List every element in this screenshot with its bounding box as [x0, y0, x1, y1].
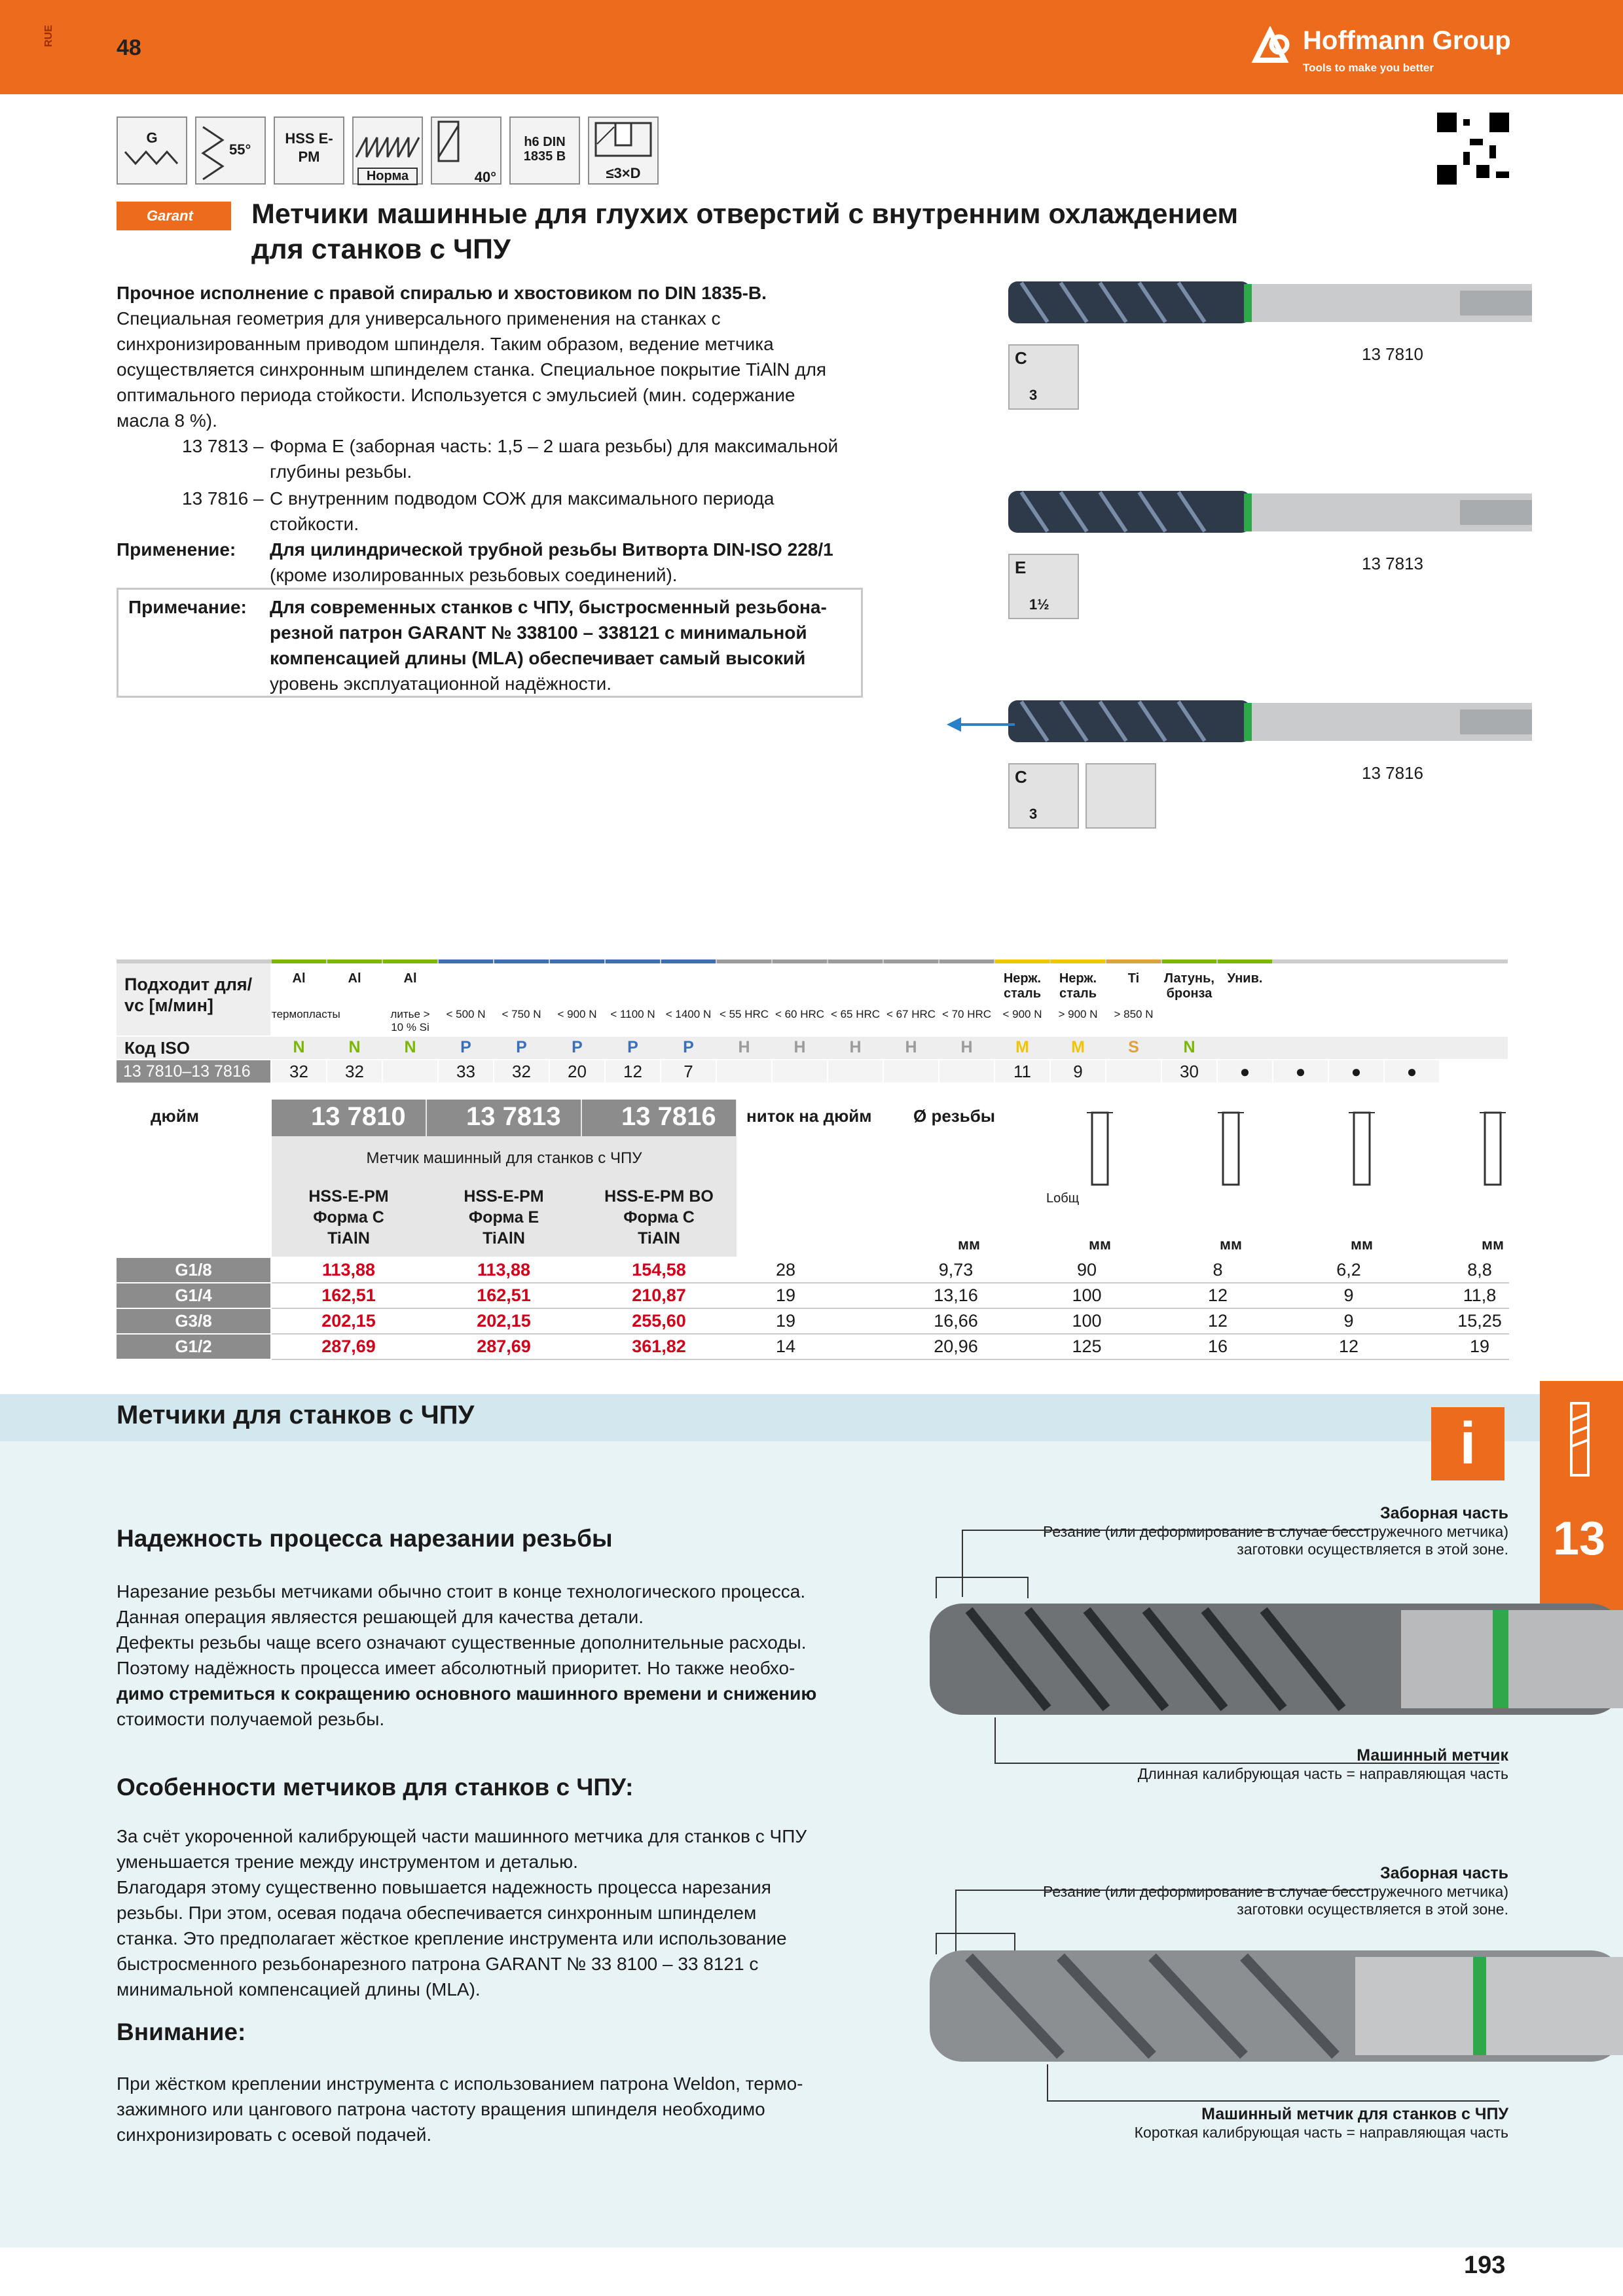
iso-code: P — [572, 1038, 583, 1056]
attention-heading: Внимание: — [117, 2018, 246, 2045]
tap-form-icon — [1008, 554, 1079, 619]
speed-value — [383, 1060, 437, 1083]
dimension-value: 12 — [1207, 1285, 1228, 1305]
price[interactable]: 287,69 — [477, 1336, 531, 1356]
info-icon: i — [1431, 1407, 1504, 1480]
dimension-value: 11,8 — [1463, 1285, 1497, 1305]
material-spec: < 1400 N — [665, 1008, 712, 1020]
tap-code: 13 7813 — [1362, 554, 1423, 573]
thread-size: G1/2 — [175, 1336, 212, 1356]
lead-value: 3 — [1029, 387, 1038, 403]
price[interactable]: 113,88 — [477, 1260, 531, 1280]
lead-value: 3 — [1029, 806, 1038, 822]
tpi-label: ниток на дюйм — [746, 1106, 872, 1126]
length-label: Lобщ — [1046, 1191, 1080, 1206]
speed-value: 12 — [606, 1060, 660, 1083]
coolant-suitability-dot: ● — [1273, 1060, 1328, 1083]
thread-g-icon: G — [117, 117, 187, 185]
material-spec: < 900 N — [1002, 1008, 1042, 1020]
tap-code: 13 7816 — [1362, 763, 1423, 783]
material-color-bar — [1162, 960, 1216, 963]
material-color-bar — [494, 960, 549, 963]
dimension-icon — [1205, 1106, 1257, 1191]
dimension-value: 19 — [775, 1285, 796, 1305]
material-spec: термопласты — [272, 1008, 340, 1020]
tap-form-icon — [1008, 763, 1079, 829]
shank-din-icon: h6 DIN 1835 B — [509, 117, 580, 185]
brand-tagline: Tools to make you better — [1303, 62, 1434, 74]
speed-value — [884, 1060, 938, 1083]
iso-code: H — [738, 1038, 750, 1056]
coolant-suitability-dot: ● — [1329, 1060, 1383, 1083]
price[interactable]: 255,60 — [632, 1311, 686, 1331]
iso-code: N — [1183, 1038, 1195, 1056]
range-label: 13 7810–13 7816 — [123, 1062, 251, 1081]
dimension-value: 125 — [1072, 1336, 1102, 1356]
row-rule — [272, 1308, 1509, 1309]
row-rule — [272, 1333, 1509, 1335]
garant-badge: Garant — [117, 202, 231, 230]
brand-name: Hoffmann Group — [1303, 26, 1511, 55]
speed-value: ● — [1218, 1060, 1272, 1083]
fig2-bottom-annotation: Машинный метчик для станков с ЧПУ Короткая калибрующая часть = направляющая часть — [1134, 2105, 1508, 2141]
item1-code: 13 7813 – — [182, 436, 264, 456]
material-color-bar — [272, 960, 326, 963]
material-spec: < 1100 N — [610, 1008, 655, 1020]
reliability-heading: Надежность процесса нарезании резьбы — [117, 1525, 613, 1552]
article-code: 13 7813 — [466, 1102, 561, 1131]
norm-standard-icon: Норма — [352, 117, 423, 185]
iso-code: H — [960, 1038, 973, 1056]
dimension-value: 19 — [1469, 1336, 1490, 1356]
suit-row-label: Подходит для/ vс [м/мин] — [124, 975, 253, 1015]
dimension-value: 12 — [1207, 1311, 1228, 1331]
material-spec: < 750 N — [501, 1008, 541, 1020]
depth-icon: ≤3×D — [588, 117, 659, 185]
spiral-40-icon: 40° — [431, 117, 501, 185]
dimension-value: 8,8 — [1467, 1260, 1492, 1280]
speed-value: 30 — [1162, 1060, 1216, 1083]
angle-55-icon: 55° — [195, 117, 266, 185]
tap-closeup-short — [930, 1937, 1623, 2081]
material-name: Нерж. сталь — [1059, 971, 1097, 1001]
material-color-bar — [1218, 960, 1272, 963]
dimension-value: 19 — [775, 1311, 796, 1331]
variant-material: HSS-E-PM — [308, 1187, 389, 1206]
variant-coating: TiAlN — [638, 1229, 680, 1247]
dimension-icon — [1074, 1106, 1126, 1191]
dimension-value: 12 — [1338, 1336, 1359, 1356]
iso-code: N — [293, 1038, 305, 1056]
dimension-value: 8 — [1213, 1260, 1223, 1280]
speed-value — [939, 1060, 994, 1083]
tap-form-icon — [1008, 344, 1079, 410]
material-color-bar — [383, 960, 437, 963]
application-text: Для цилиндрической трубной резьбы Витворта DIN-ISO 228/1 (кроме изолированных резьбовых соединений). — [270, 539, 833, 585]
material-hss-icon: HSS E-PM — [274, 117, 344, 185]
dimension-value: 100 — [1072, 1311, 1102, 1331]
iso-code: N — [404, 1038, 416, 1056]
article-code: 13 7816 — [621, 1102, 716, 1131]
iso-label: Код ISO — [124, 1038, 190, 1058]
variant-material: HSS-E-PM — [464, 1187, 544, 1206]
dimension-value: 20,96 — [934, 1336, 978, 1356]
iso-code: M — [1071, 1038, 1085, 1056]
unit-label: мм — [1088, 1236, 1112, 1253]
material-spec: < 67 HRC — [886, 1008, 936, 1020]
reliability-text: Нарезание резьбы метчиками обычно стоит в конце технологического процесса. Данная операция являестся решающей для качества детали. Дефекты резьбы чаще всего означают существенные дополнительные расходы. Поэтому надёжность процесса имеет абсолютный приоритет. Но также необхо- димо стремиться к сокращению основного машинного времени и снижению стоимости получаемой резьбы. — [117, 1581, 817, 1729]
material-color-bar — [717, 960, 771, 963]
material-color-bar — [773, 960, 827, 963]
material-name: Al — [348, 971, 361, 986]
language-code: RUE — [43, 25, 54, 47]
material-name: Ti — [1127, 971, 1140, 986]
tap-image — [1008, 275, 1545, 334]
material-color-bar — [439, 960, 493, 963]
application-label: Применение: — [117, 539, 236, 560]
coolant-arrow-icon — [945, 715, 1017, 734]
material-color-bar — [1051, 960, 1105, 963]
tap-image — [1008, 484, 1545, 543]
material-color-bar — [995, 960, 1049, 963]
form-letter: E — [1015, 558, 1027, 577]
price[interactable]: 287,69 — [321, 1336, 376, 1356]
material-color-bar — [1106, 960, 1161, 963]
features-text: За счёт укороченной калибрующей части машинного метчика для станков с ЧПУ уменьшается трение между инструментом и деталью. Благодаря этому существенно повышается надежность процесса нарезания резьбы. При этом, осевая подача обеспечивается синхронным шпинделем станка. Это предполагает жёсткое крепление инструмента или использование быстросменного резьбонарезного патрона GARANT № 33 8100 – 33 8121 с минимальной компенсацией длины (MLA). — [117, 1826, 807, 2000]
dimension-value: 100 — [1072, 1285, 1102, 1305]
dimension-icon — [1336, 1106, 1388, 1191]
dimension-value: 16 — [1207, 1336, 1228, 1356]
material-spec: < 60 HRC — [775, 1008, 825, 1020]
dimension-value: 9 — [1343, 1285, 1354, 1305]
variant-form: Форма C — [313, 1208, 384, 1227]
material-spec: литье > 10 % Si — [390, 1008, 430, 1033]
features-heading: Особенности метчиков для станков с ЧПУ: — [117, 1774, 634, 1801]
material-name: Al — [292, 971, 306, 986]
material-color-bar — [327, 960, 382, 963]
speed-value — [773, 1060, 827, 1083]
variant-coating: TiAlN — [327, 1229, 370, 1247]
chapter-number: 13 — [1553, 1513, 1606, 1565]
speed-value: 32 — [327, 1060, 382, 1083]
variant-form: Форма E — [468, 1208, 539, 1227]
logo-mark-icon — [1250, 26, 1296, 65]
price[interactable]: 113,88 — [321, 1260, 376, 1280]
unit-label: мм — [1350, 1236, 1374, 1253]
form-letter: C — [1015, 767, 1027, 787]
coolant-icon — [1085, 763, 1156, 829]
tap-chapter-icon — [1558, 1401, 1604, 1479]
material-color-bar — [606, 960, 660, 963]
dimension-value: 28 — [775, 1260, 796, 1280]
variant-spec — [427, 1186, 581, 1249]
form-letter: C — [1015, 348, 1027, 368]
iso-code: P — [460, 1038, 471, 1056]
material-color-bar — [828, 960, 883, 963]
iso-code: M — [1015, 1038, 1029, 1056]
inch-label: дюйм — [151, 1106, 199, 1126]
material-spec: < 70 HRC — [941, 1008, 992, 1020]
material-name: Латунь, бронза — [1163, 971, 1214, 1001]
material-color-bar — [661, 960, 716, 963]
attention-text: При жёстком креплении инструмента с использованием патрона Weldon, термо- зажимного или цангового патрона частоту вращения шпинделя необходимо синхронизировать с осевой подачей. — [117, 2073, 803, 2145]
dimension-icon — [1467, 1106, 1519, 1191]
dimension-value: 9 — [1343, 1311, 1354, 1331]
price[interactable]: 162,51 — [477, 1285, 531, 1305]
material-color-bar — [939, 960, 994, 963]
iso-code: H — [849, 1038, 862, 1056]
iso-code: S — [1128, 1038, 1139, 1056]
material-spec: < 900 N — [557, 1008, 597, 1020]
speed-value: 20 — [550, 1060, 604, 1083]
material-spec: > 900 N — [1058, 1008, 1098, 1020]
material-color-bar — [884, 960, 938, 963]
qr-code-icon[interactable] — [1437, 113, 1509, 185]
material-name: Нерж. сталь — [1003, 971, 1042, 1001]
variant-coating: TiAlN — [483, 1229, 525, 1247]
row-rule — [272, 1282, 1509, 1283]
price[interactable]: 210,87 — [632, 1285, 686, 1305]
dimension-value: 16,66 — [934, 1311, 978, 1331]
speed-value: 9 — [1051, 1060, 1105, 1083]
iso-code: H — [905, 1038, 917, 1056]
iso-code: N — [348, 1038, 361, 1056]
thread-size: G1/4 — [175, 1285, 212, 1305]
iso-code: P — [627, 1038, 638, 1056]
speed-value: 7 — [661, 1060, 716, 1083]
speed-value: 32 — [494, 1060, 549, 1083]
item1-desc: Форма E (заборная часть: 1,5 – 2 шага резьбы) для максимальной глубины резьбы. — [270, 436, 839, 482]
material-name: Al — [403, 971, 417, 986]
lead-value: 1½ — [1029, 596, 1049, 613]
speed-value — [717, 1060, 771, 1083]
dimension-value: 9,73 — [938, 1260, 974, 1280]
tap-image — [1008, 694, 1545, 753]
unit-label: мм — [957, 1236, 981, 1253]
article-code: 13 7810 — [311, 1102, 406, 1131]
item2-code: 13 7816 – — [182, 488, 264, 509]
diameter-label: Ø резьбы — [913, 1106, 995, 1126]
material-spec: > 850 N — [1114, 1008, 1154, 1020]
page-number: 193 — [1464, 2251, 1506, 2279]
speed-value: 33 — [439, 1060, 493, 1083]
iso-code: P — [516, 1038, 527, 1056]
speed-value — [1106, 1060, 1161, 1083]
coolant-suitability-dot: ● — [1385, 1060, 1439, 1083]
fig1-top-annotation: Заборная часть Резание (или деформирование в случае бесстружечного метчика) заготовки осуществляется в этой зоне. — [1043, 1504, 1508, 1558]
dimension-value: 15,25 — [1457, 1311, 1502, 1331]
fig2-top-annotation: Заборная часть Резание (или деформирование в случае бесстружечного метчика) заготовки осуществляется в этой зоне. — [1043, 1864, 1508, 1918]
price[interactable]: 154,58 — [632, 1260, 686, 1280]
speed-value — [828, 1060, 883, 1083]
price[interactable]: 202,15 — [321, 1311, 376, 1331]
dimension-value: 13,16 — [934, 1285, 978, 1305]
dimension-value: 90 — [1076, 1260, 1097, 1280]
material-spec: < 55 HRC — [719, 1008, 769, 1020]
thread-size: G3/8 — [175, 1311, 212, 1331]
dimension-value: 6,2 — [1336, 1260, 1361, 1280]
page-number-top: 48 — [117, 35, 141, 60]
price[interactable]: 202,15 — [477, 1311, 531, 1331]
material-color-bar — [550, 960, 604, 963]
iso-code: P — [683, 1038, 694, 1056]
speed-value: 32 — [272, 1060, 326, 1083]
price[interactable]: 162,51 — [321, 1285, 376, 1305]
section-title: Метчики для станков с ЧПУ — [117, 1401, 475, 1429]
unit-label: мм — [1481, 1236, 1504, 1253]
fig1-bottom-annotation: Машинный метчик Длинная калибрующая часть = направляющая часть — [1137, 1746, 1508, 1782]
material-name: Унив. — [1227, 971, 1263, 986]
variant-material: HSS-E-PM BO — [604, 1187, 714, 1206]
dimension-value: 14 — [775, 1336, 796, 1356]
variant-form: Форма C — [623, 1208, 695, 1227]
product-title: Метчики машинные для глухих отверстий с внутренним охлаждением для станков с ЧПУ — [251, 198, 1239, 265]
group-label: Метчик машинный для станков с ЧПУ — [366, 1149, 642, 1167]
material-spec: < 500 N — [446, 1008, 486, 1020]
product-description: Прочное исполнение с правой спиралью и хвостовиком по DIN 1835-B. Специальная геометрия для универсального применения на станках с синхронизированным приводом шпинделя. Таким образом, ведение метчика осуществляется синхронным шпинделем станка. Специальное покрытие TiAlN для оптимального периода стойкости. Используется с эмульсией (мин. содержание масла 8 %). — [117, 283, 827, 431]
iso-code: H — [793, 1038, 806, 1056]
note-label: Примечание: — [128, 597, 247, 617]
note-text: Для современных станков с ЧПУ, быстросменный резьбона- резной патрон GARANT № 338100 – 338121 с минимальной компенсацией длины (MLA) обеспечивает самый высокий уровень эксплуатационной надёжности. — [270, 597, 827, 694]
price[interactable]: 361,82 — [632, 1336, 686, 1356]
variant-spec — [272, 1186, 426, 1249]
tap-code: 13 7810 — [1362, 344, 1423, 364]
row-rule — [272, 1359, 1509, 1360]
thread-size: G1/8 — [175, 1260, 212, 1280]
speed-value: 11 — [995, 1060, 1049, 1083]
variant-spec — [582, 1186, 736, 1249]
item2-desc: С внутренним подводом СОЖ для максимального периода стойкости. — [270, 488, 775, 534]
unit-label: мм — [1219, 1236, 1243, 1253]
material-spec: < 65 HRC — [830, 1008, 881, 1020]
